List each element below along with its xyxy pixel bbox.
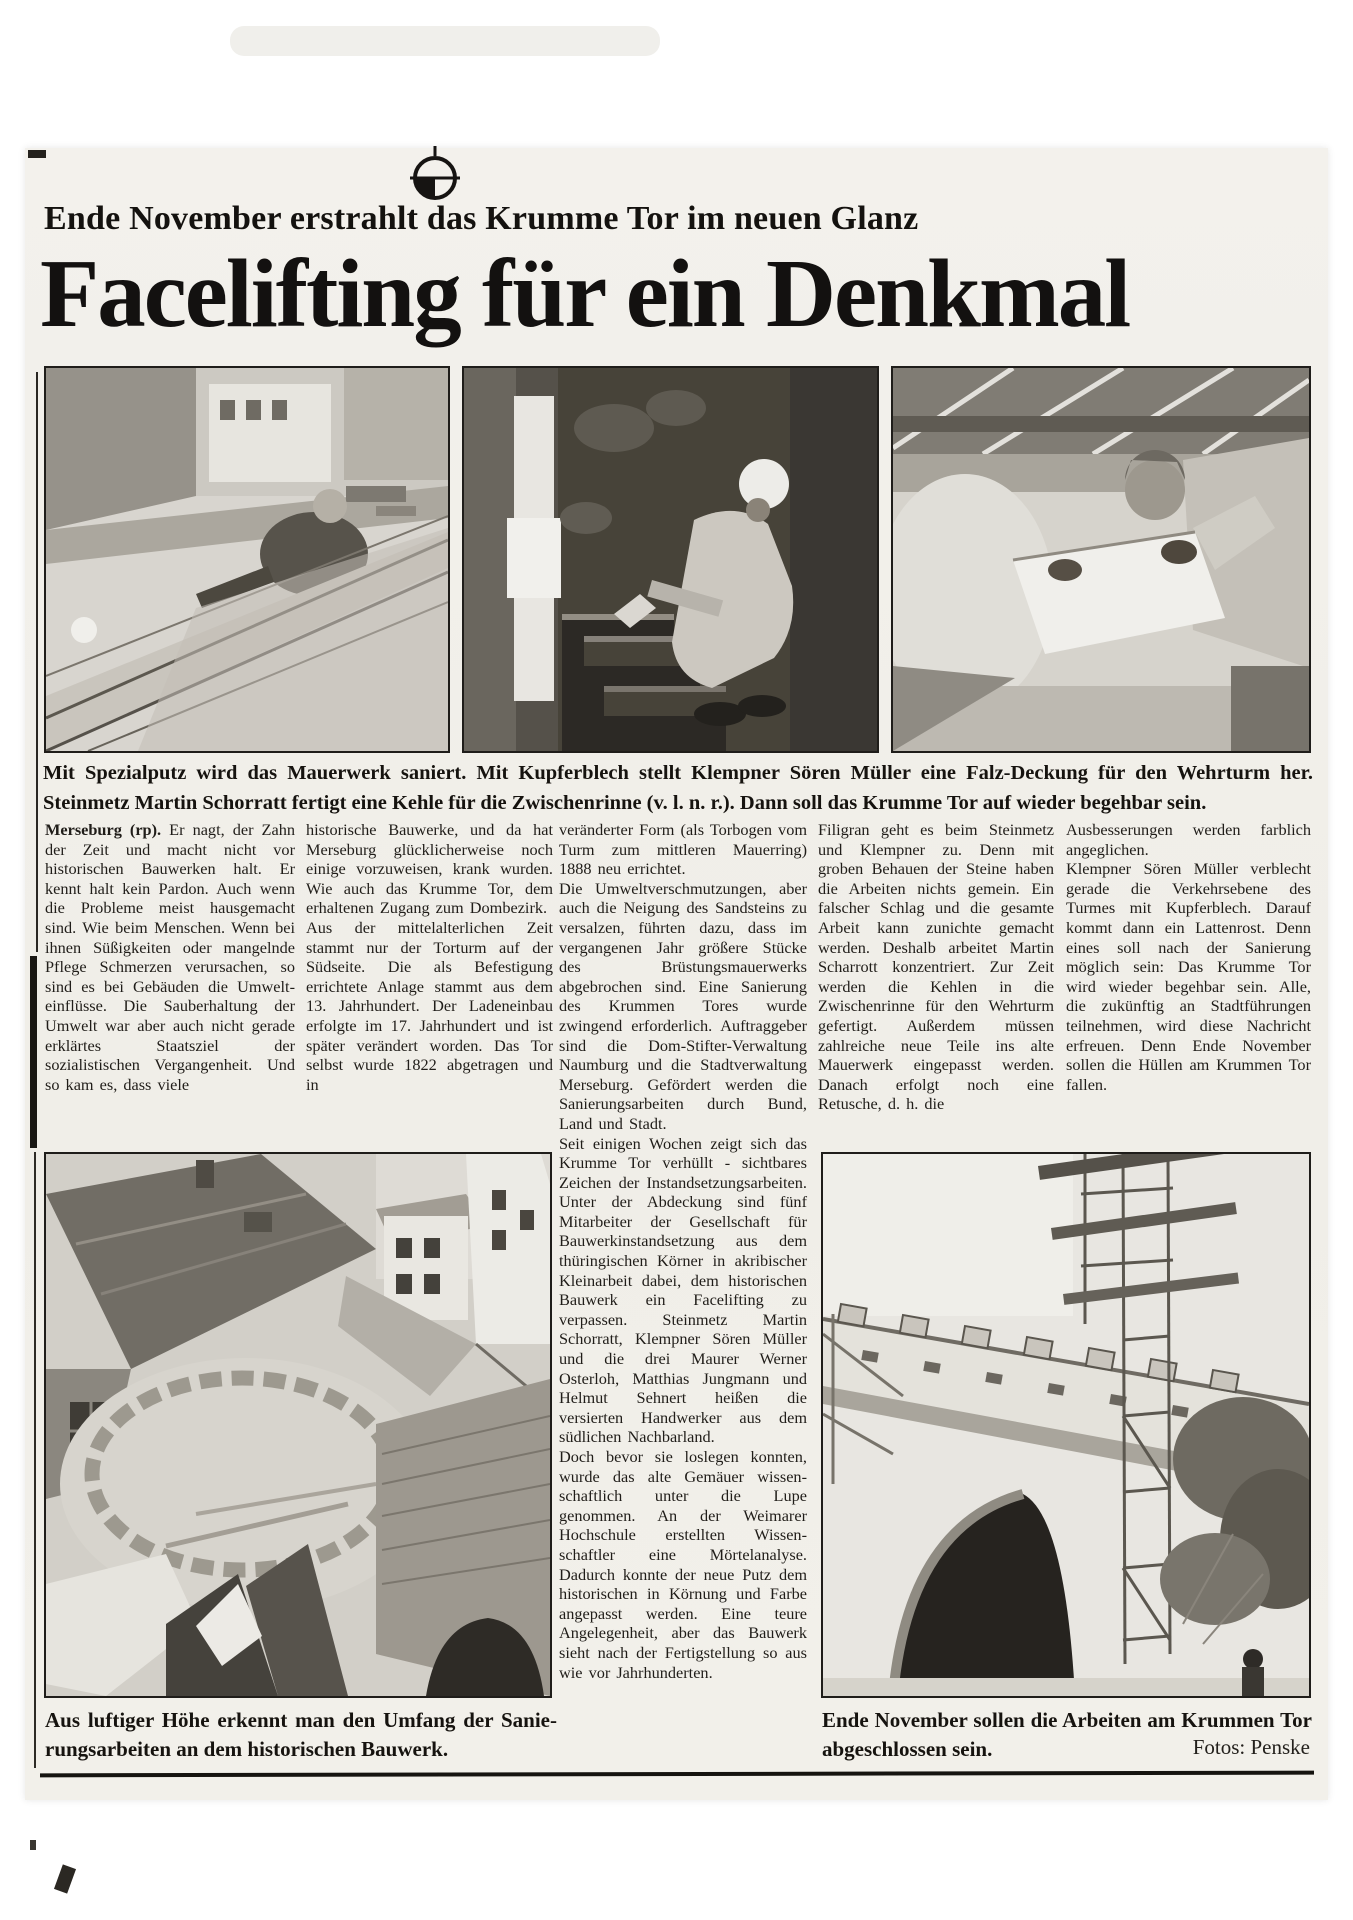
body-paragraph: Die Umweltverschmutzungen, aber auch die Neigung des Sandsteins zu versalzen, führten dazu, dass im vergangenen Jahr größere Stücke des Brüstungsmauerwerks abgebrochen sind. Eine Sanierung des Krummen Tores wurde zwingend erforderlich. Auftraggeber sind die Dom-Stifter-Verwaltung Naumburg und die Stadtverwaltung Merseburg. Gefördert werden die Sanierungsarbeiten durch Bund, Land und Stadt.	[559, 878, 807, 1133]
right-photo-caption	[822, 1706, 1312, 1764]
body-paragraph	[45, 820, 295, 1094]
scan-smudge	[230, 26, 660, 56]
body-paragraph: veränderter Form (als Torbogen vom Turm zum mittleren Mauerring) 1888 neu errichtet.	[559, 820, 807, 879]
body-paragraph: Klempner Sören Müller verblecht gerade die Verkehrsebene des Turmes mit Kupferblech. Darauf kommt dann ein Lattenrost. Denn eines soll nach der Sanierung möglich sein: Das Krumme Tor wird wieder begehbar sein. Alle, die zukünftig an Stadtführungen teilnehmen, wird diese Nachricht erfreuen. Denn Ende November sollen die Hüllen am Krummen Tor fallen.	[1066, 859, 1311, 1094]
photo-steinmetz-kehle	[891, 366, 1311, 753]
body-paragraph: Seit einigen Wochen zeigt sich das Krumme Tor verhüllt - sichtbares Zeichen der Instandsetzungsarbeiten. Unter der Abdeckung sind fünf Mitarbeiter der Gesellschaft für Bauwerkinstandsetzung aus dem thüringischen Körner in akribischer Kleinarbeit dabei, dem historischen Bauwerk ein Facelifting zu verpassen. Steinmetz Martin Schorratt, Klempner Sören Müller und die drei Maurer Werner Osterloh, Matthias Jungmann und Helmut Sehnert heißen die versierten Handwerker aus dem südlichen Nachbarland.	[559, 1133, 807, 1447]
caption-text: Ende November sollen die Arbeiten am Krummen Tor abgeschlossen sein.	[822, 1708, 1312, 1761]
dateline: Merseburg (rp).	[45, 820, 162, 839]
scan-artifact-mark	[28, 150, 46, 158]
body-text: Er nagt, der Zahn der Zeit und macht nicht vor historischen Bauwerken halt. Er kennt halt kein Pardon. Auch wenn die Probleme meist hausgemacht sind. Wie beim Menschen. Wenn bei ihnen Süßigkeiten oder mangelnde Pflege Schmerzen verursachen, so sind es bei Gebäuden die Umwelteinflüsse. Die Sauberhaltung der Umwelt war aber auch nicht gerade erklärtes Staatsziel der sozialistischen Vergangenheit. Und so kam es, dass viele	[45, 820, 296, 1094]
photo-aerial-view	[44, 1152, 552, 1698]
body-paragraph: historische Bauwerke, und da hat Merseburg glücklicherweise noch einige vorzuweisen, krank wurden. Wie auch das Krumme Tor, dem erhaltenen Zugang zum Dombezirk.	[306, 820, 553, 918]
body-paragraph: Filigran geht es beim Steinmetz und Klempner zu. Denn mit groben Behauen der Steine haben die Arbeiten nichts gemein. Ein falscher Schlag und die gesamte Arbeit kann zunichte gemacht werden. Deshalb arbeitet Martin Scharrott konzentriert. Zur Zeit werden die Kehlen in die Zwischenrinne für den Wehrturm gefertigt. Außerdem müssen zahlreiche neue Teile ins alte Mauerwerk eingepasst werden. Danach erfolgt noch eine Retusche, d. h. die	[818, 820, 1054, 1114]
body-column-3	[559, 820, 807, 1682]
body-column-1	[45, 820, 295, 1094]
scan-artifact-line	[30, 956, 37, 1148]
photo-kupferblech-klempner	[462, 366, 879, 753]
kicker-headline: Ende November erstrahlt das Krumme Tor im neuen Glanz	[44, 200, 919, 237]
left-photo-caption: Aus luftiger Höhe erkennt man den Umfang der Sanierungsarbeiten an dem historischen Bauwerk.	[45, 1708, 557, 1761]
body-column-4	[818, 820, 1054, 1114]
scan-artifact-speck	[54, 1864, 76, 1893]
body-column-2	[306, 820, 553, 1094]
body-paragraph: Doch bevor sie loslegen konnten, wurde das alte Gemäuer wissenschaftlich unter die Lupe genommen. An der Weimarer Hochschule erstellten Wissenschaftler eine Mörtelanalyse. Dadurch konnte der neue Putz dem historischen in Körnung und Farbe angepasst werden. Eine teure Angelegenheit, aber das Bauwerk sieht nach der Fertigstellung so aus wie vor Jahrhunderten.	[559, 1447, 807, 1682]
photo-spezialputz-mauerwerk	[44, 366, 450, 753]
photo-credit: Fotos: Penske	[1192, 1735, 1310, 1759]
main-headline: Facelifting für ein Denkmal	[40, 240, 1130, 347]
registration-mark-icon	[408, 146, 462, 204]
photo-row-caption: Mit Spezialputz wird das Mauerwerk saniert. Mit Kupferblech stellt Klempner Sören Müller eine Falz-Deckung für den Wehrturm her. Steinmetz Martin Schorratt fertigt eine Kehle für die Zwischenrinne (v. l. n. r.). Dann soll das Krumme Tor auf wieder begehbar sein.	[43, 762, 1313, 814]
body-paragraph: Aus der mittelalterlichen Zeit stammt nur der Torturm auf der Südseite. Die als Befestigung errichtete Anlage stammt aus dem 13. Jahrhundert. Der Ladeneinbau erfolgte im 17. Jahrhundert und ist später verändert worden. Das Tor selbst wurde 1822 abgetragen und in	[306, 917, 553, 1094]
scan-artifact-line	[34, 1152, 36, 1768]
body-column-5	[1066, 820, 1311, 1094]
scan-artifact-line	[36, 372, 38, 952]
body-paragraph: Ausbesserungen werden farblich angeglichen.	[1066, 820, 1311, 859]
photo-gate-scaffolding	[821, 1152, 1311, 1698]
scan-artifact-speck	[30, 1840, 36, 1850]
